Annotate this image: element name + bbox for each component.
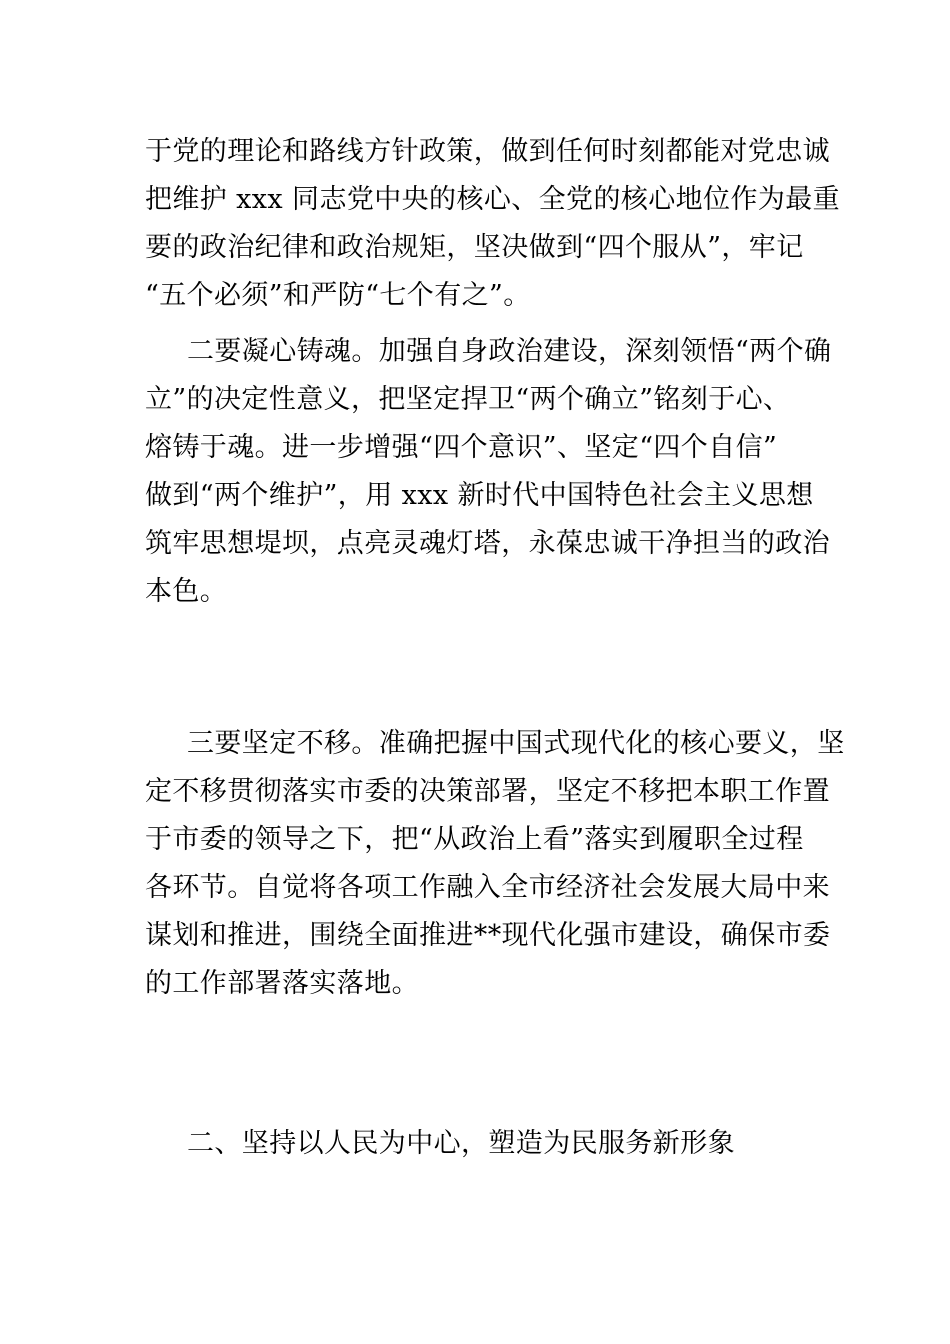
text-line: 三要坚定不移。准确把握中国式现代化的核心要义，坚 <box>187 728 845 759</box>
text-line: 定不移贯彻落实市委的决策部署，坚定不移把本职工作置 <box>145 776 830 807</box>
paragraph-second-requirement <box>145 328 832 616</box>
paragraph-third-requirement <box>145 720 845 1008</box>
text-line: 熔铸于魂。进一步增强“四个意识”、坚定“四个自信” <box>145 432 778 463</box>
text-line: 各环节。自觉将各项工作融入全市经济社会发展大局中来 <box>145 872 830 903</box>
section-heading <box>145 1120 810 1168</box>
text-line: 做到“两个维护”，用 xxx 新时代中国特色社会主义思想 <box>145 480 814 511</box>
text-line: 筑牢思想堤坝，点亮灵魂灯塔，永葆忠诚干净担当的政治 <box>145 528 830 559</box>
text-line: 本色。 <box>145 576 228 607</box>
text-line: 于党的理论和路线方针政策，做到任何时刻都能对党忠诚 <box>145 136 830 167</box>
text-line: 把维护 xxx 同志党中央的核心、全党的核心地位作为最重 <box>145 184 841 215</box>
text-line: 谋划和推进，围绕全面推进**现代化强市建设，确保市委 <box>145 920 831 951</box>
paragraph-loyalty-continuation <box>145 128 841 320</box>
text-line: 于市委的领导之下，把“从政治上看”落实到履职全过程 <box>145 824 804 855</box>
text-line: “五个必须”和严防“七个有之”。 <box>145 280 531 311</box>
text-line: 要的政治纪律和政治规矩，坚决做到“四个服从”，牢记 <box>145 232 804 263</box>
text-line: 二要凝心铸魂。加强自身政治建设，深刻领悟“两个确 <box>187 336 832 367</box>
section-heading-text: 二、坚持以人民为中心，塑造为民服务新形象 <box>187 1128 735 1159</box>
text-line: 立”的决定性意义，把坚定捍卫“两个确立”铭刻于心、 <box>145 384 791 415</box>
text-line: 的工作部署落实落地。 <box>145 968 419 999</box>
